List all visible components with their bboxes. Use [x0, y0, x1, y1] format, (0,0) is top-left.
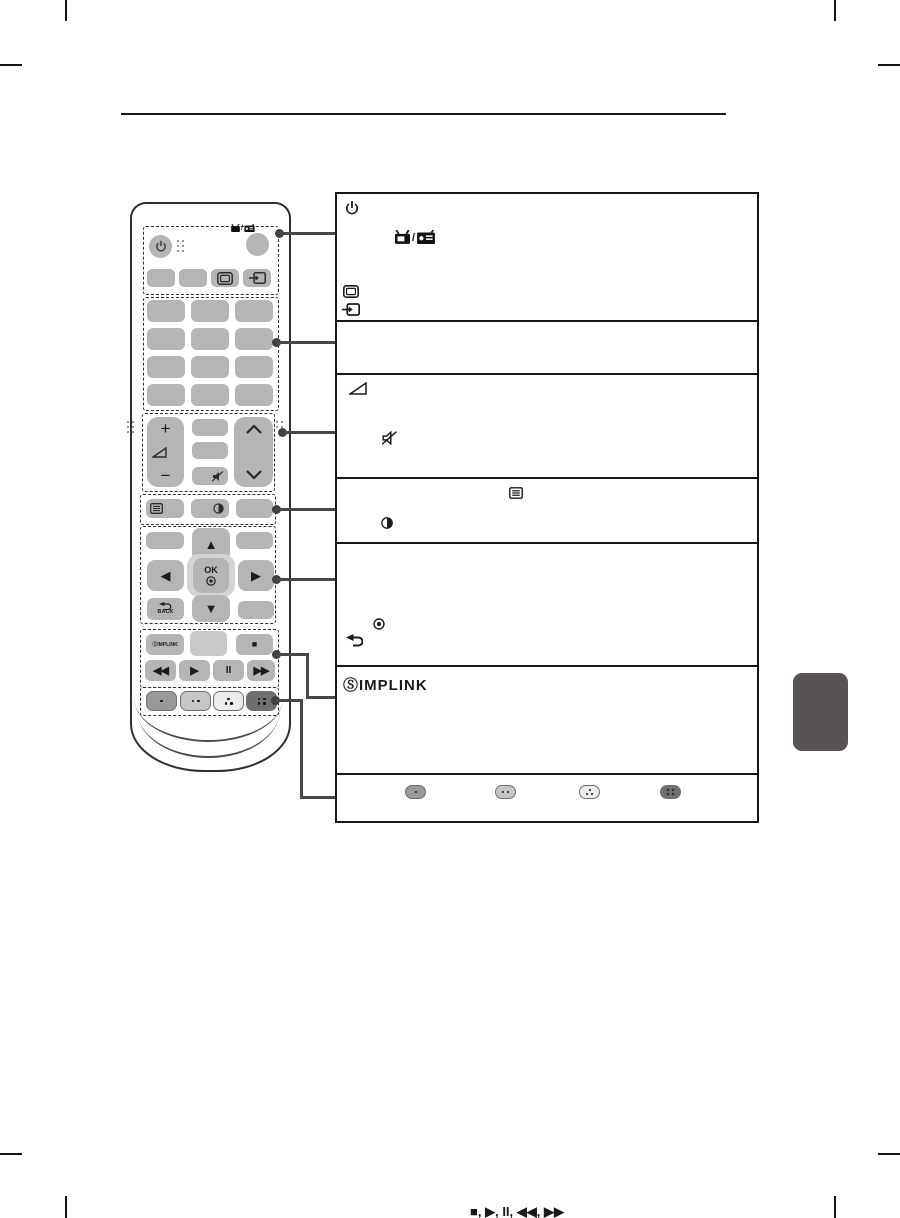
- number-button: [191, 300, 229, 322]
- screen-size-icon: [343, 285, 359, 298]
- pause-icon: II: [225, 664, 232, 676]
- pause-button: [213, 660, 244, 681]
- crop-mark-bottom-left-h: [0, 1153, 22, 1155]
- button-description-table: [335, 192, 759, 1218]
- tv-radio-icon: /: [231, 224, 255, 232]
- number-button: [147, 384, 185, 406]
- target-icon: [373, 618, 385, 630]
- mid-button-1: [192, 419, 228, 436]
- number-button: [235, 384, 273, 406]
- callout-line-2: [276, 341, 335, 344]
- settings-button: [146, 499, 184, 518]
- mute-icon: [212, 471, 224, 482]
- stop-button: [236, 634, 273, 655]
- nav-left-button: [147, 560, 184, 591]
- blue-button-icon: [660, 785, 681, 799]
- mid-button-2: [192, 442, 228, 459]
- q-menu-icon: [381, 517, 393, 529]
- crop-mark-bottom-right-h: [878, 1153, 900, 1155]
- rewind-button: [145, 660, 176, 681]
- simplink-button-label: ⓈIMPLINK: [152, 642, 178, 648]
- tv-radio-icon: /: [395, 230, 435, 244]
- back-label: BACK: [157, 609, 174, 616]
- up-arrow-icon: ▲: [204, 537, 218, 552]
- power-icon: [155, 240, 167, 253]
- ok-button: [193, 558, 229, 593]
- table-row-colors: [337, 775, 757, 811]
- number-button: [191, 356, 229, 378]
- mute-icon: [382, 431, 397, 445]
- top-button-2: [179, 269, 207, 287]
- table-row-power: [337, 194, 757, 322]
- nav-button-tr: [236, 532, 273, 549]
- play-button: [179, 660, 210, 681]
- callout-line-4: [276, 508, 335, 511]
- callout-line-5: [276, 578, 335, 581]
- back-button: [147, 598, 184, 620]
- chevron-down-icon: [246, 470, 262, 479]
- chapter-tab: [793, 673, 848, 751]
- nav-button-tl: [146, 532, 184, 549]
- left-arrow-icon: ◀: [160, 568, 171, 583]
- number-button: [147, 300, 185, 322]
- fast-forward-icon: ▶▶: [253, 665, 269, 677]
- q-menu-icon: [213, 503, 224, 514]
- input-icon: [342, 303, 360, 316]
- color-button-yellow: [213, 691, 244, 711]
- crop-mark-top-right-v: [834, 0, 836, 21]
- rewind-icon: ◀◀: [153, 665, 168, 677]
- crop-mark-top-right-h: [878, 64, 900, 66]
- input-button: [243, 269, 271, 287]
- top-button-1: [147, 269, 175, 287]
- settings-menu-icon: [150, 503, 163, 514]
- right-arrow-icon: ▶: [251, 568, 261, 583]
- volume-icon: [152, 447, 167, 458]
- stop-icon: ■: [251, 639, 258, 649]
- color-button-green: [180, 691, 211, 711]
- crop-mark-top-left-v: [65, 0, 67, 21]
- nav-down-button: [192, 595, 230, 622]
- header-rule: [121, 113, 726, 115]
- number-button: [147, 328, 185, 350]
- channel-label-specks: [276, 421, 283, 428]
- play-icon: ▶: [190, 665, 199, 677]
- screen-size-icon: [217, 272, 233, 285]
- number-button: [191, 328, 229, 350]
- table-row-numbers: [337, 322, 757, 375]
- callout-line-7c: [300, 796, 335, 799]
- nav-right-button: [238, 560, 274, 591]
- crop-mark-top-left-h: [0, 64, 22, 66]
- number-button: [235, 300, 273, 322]
- channel-rocker: [234, 417, 273, 487]
- power-label-specks: [177, 240, 184, 252]
- nav-button-br: [238, 601, 274, 619]
- green-button-icon: [495, 785, 516, 799]
- callout-line-1: [279, 232, 335, 235]
- callout-line-6a: [276, 653, 309, 656]
- screen-size-button: [211, 269, 239, 287]
- media-button-blank: [190, 631, 227, 656]
- callout-line-6b: [306, 653, 309, 699]
- simplink-button: [146, 634, 184, 655]
- number-button: [147, 356, 185, 378]
- settings-menu-icon: [509, 487, 523, 499]
- down-arrow-icon: ▼: [204, 601, 218, 616]
- back-arrow-icon: [346, 634, 363, 647]
- callout-line-3: [282, 431, 335, 434]
- callout-line-7b: [300, 699, 303, 799]
- callout-line-7a: [275, 699, 303, 702]
- ok-label: OK: [204, 564, 218, 575]
- volume-down-label: −: [160, 466, 171, 485]
- table-row-volume: [337, 375, 757, 479]
- yellow-button-icon: [579, 785, 600, 799]
- menu-button-3: [236, 499, 273, 518]
- table-row-navigation: [337, 544, 757, 667]
- volume-label-specks: [127, 421, 134, 433]
- power-icon: [345, 200, 359, 216]
- number-button: [191, 384, 229, 406]
- crop-mark-bottom-left-v: [65, 1196, 67, 1218]
- input-icon: [249, 272, 266, 284]
- number-button: [235, 356, 273, 378]
- callout-line-6c: [306, 696, 335, 699]
- media-control-sequence: ■, ▶, II, ◀◀, ▶▶: [470, 1204, 564, 1218]
- forward-button: [247, 660, 275, 681]
- table-row-simplink: [337, 667, 757, 1218]
- red-button-icon: [405, 785, 426, 799]
- target-icon: [206, 576, 216, 586]
- chevron-up-icon: [246, 425, 262, 434]
- volume-rocker: [147, 417, 184, 487]
- tv-rad-button: [246, 233, 269, 256]
- volume-icon: [349, 382, 367, 395]
- power-button: [149, 235, 172, 258]
- number-button: [235, 328, 273, 350]
- table-row-menu: [337, 479, 757, 544]
- crop-mark-bottom-right-v: [834, 1196, 836, 1218]
- color-button-red: [146, 691, 177, 711]
- volume-up-label: +: [160, 419, 171, 438]
- q-menu-button: [191, 499, 229, 518]
- mute-button: [192, 467, 228, 485]
- simplink-logo: ⓈIMPLINK: [343, 677, 428, 694]
